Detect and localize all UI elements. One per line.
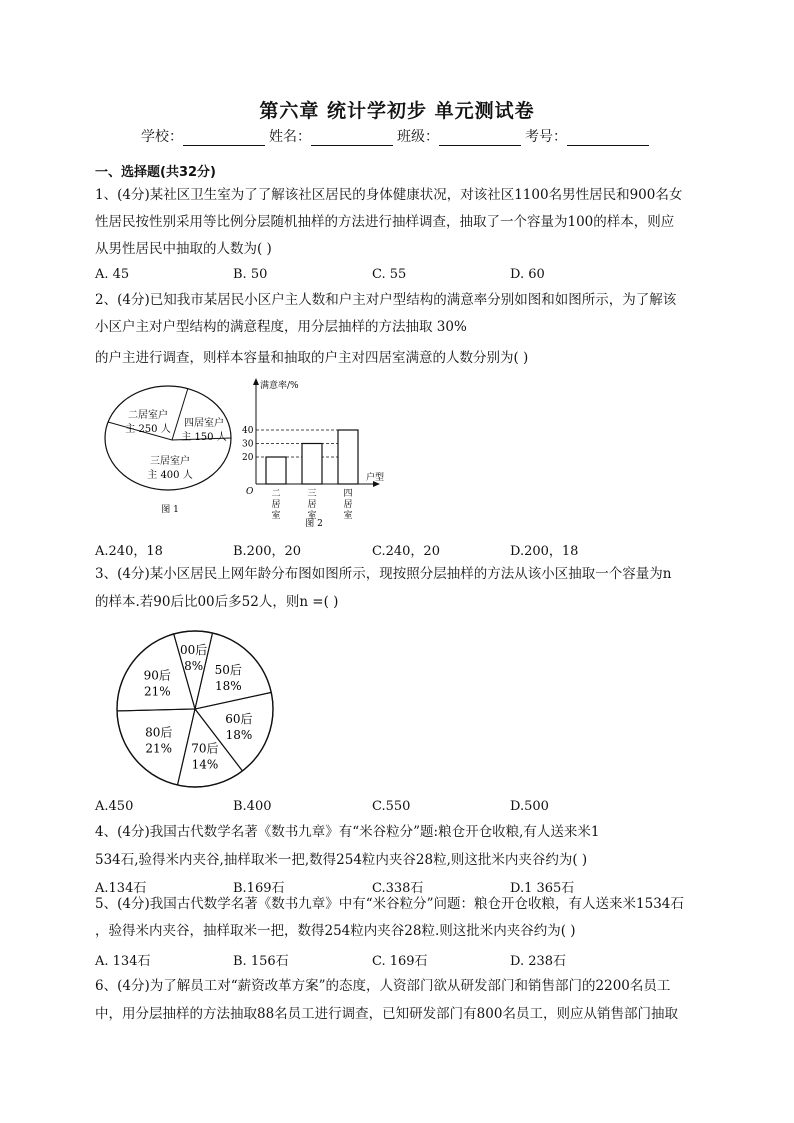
fig2-bar-label-1: 居 [271, 500, 281, 510]
q5-option-a[interactable]: A. 134石 [95, 954, 151, 969]
q5-option-b[interactable]: B. 156石 [233, 954, 289, 969]
question-4-line-2: 534石,验得米内夹谷,抽样取米一把,数得254粒内夹谷28粒,则这批米内夹谷约为( ) [95, 852, 588, 868]
pie3-slice-pct-5: 21% [145, 741, 173, 756]
fig2-caption: 图 2 [305, 519, 323, 529]
q4-option-a[interactable]: A.134石 [95, 881, 147, 896]
fig2-bar-label-1: 二 [271, 489, 281, 499]
figure-2-bar-chart [238, 376, 398, 534]
q3-option-d[interactable]: D.500 [510, 799, 549, 814]
question-2-line-2: 小区户主对户型结构的满意程度，用分层抽样的方法抽取 30% [95, 319, 467, 335]
q3-option-a[interactable]: A.450 [95, 799, 134, 814]
fig2-ytick-30: 30 [242, 439, 254, 450]
fig2-xlabel: 户型 [366, 473, 385, 483]
class-label: 班级： [397, 129, 439, 145]
name-label: 姓名： [269, 129, 311, 145]
fig2-bar-2 [302, 444, 322, 485]
pie3-slice-pct-4: 14% [191, 757, 219, 772]
question-1-line-3: 从男性居民中抽取的人数为( ) [95, 241, 272, 257]
q4-option-c[interactable]: C.338石 [372, 881, 424, 896]
name-field[interactable] [311, 131, 393, 146]
q1-option-d[interactable]: D. 60 [510, 267, 545, 282]
pie3-slice-pct-3: 18% [225, 728, 253, 743]
id-field[interactable] [567, 131, 649, 146]
fig2-bar-label-1: 室 [271, 511, 281, 521]
id-label: 考号： [525, 129, 567, 145]
pie3-slice-pct-2: 18% [214, 679, 242, 694]
school-label: 学校： [141, 129, 183, 145]
student-info-row [0, 126, 794, 146]
fig1-label-4br-a: 四居室户 [184, 418, 224, 429]
pie3-slice-name-1: 00后 [180, 642, 208, 657]
fig2-ylabel: 满意率/% [260, 381, 299, 391]
q2-option-d[interactable]: D.200，18 [510, 544, 579, 559]
pie3-slice-name-5: 80后 [145, 725, 173, 740]
q1-option-c[interactable]: C. 55 [372, 267, 407, 282]
q1-option-b[interactable]: B. 50 [233, 267, 268, 282]
q4-option-d[interactable]: D.1 365石 [510, 881, 575, 896]
question-6-line-1: 6、(4分)为了解员工对“薪资改革方案”的态度，人资部门欲从研发部门和销售部门的2200名员工 [95, 978, 671, 994]
q3-option-c[interactable]: C.550 [372, 799, 411, 814]
question-5-line-1: 5、(4分)我国古代数学名著《数书九章》中有“米谷粒分”问题：粮仓开仓收粮，有人送来米1534石 [95, 896, 684, 912]
fig2-ytick-20: 20 [242, 453, 254, 463]
fig1-caption: 图 1 [161, 505, 179, 515]
pie3-slice-pct-1: 8% [184, 658, 204, 673]
q2-option-c[interactable]: C.240，20 [372, 544, 440, 559]
question-1-line-1: 1、(4分)某社区卫生室为了了解该社区居民的身体健康状况，对该社区1100名男性居民和900名女 [95, 187, 683, 203]
q2-option-b[interactable]: B.200，20 [233, 544, 302, 559]
figure-3-age-pie [112, 626, 278, 792]
fig2-origin: O [246, 487, 254, 497]
q4-option-b[interactable]: B.169石 [233, 881, 285, 896]
question-6-line-2: 中，用分层抽样的方法抽取88名员工进行调查，已知研发部门有800名员工，则应从销售部门抽取 [95, 1006, 678, 1022]
pie3-slice-name-2: 50后 [214, 663, 242, 678]
question-3-line-1: 3、(4分)某小区居民上网年龄分布图如图所示，现按照分层抽样的方法从该小区抽取一个容量为n [95, 566, 672, 582]
pie3-slice-name-4: 70后 [191, 741, 219, 756]
page-title: 第六章 统计学初步 单元测试卷 [259, 100, 535, 122]
q5-option-c[interactable]: C. 169石 [372, 954, 428, 969]
q2-option-a[interactable]: A.240，18 [95, 544, 163, 559]
pie3-slice-name-3: 60后 [225, 712, 253, 727]
figure-1-pie [100, 380, 240, 520]
pie3-slice-name-6: 90后 [143, 668, 171, 683]
fig2-ytick-40: 40 [242, 426, 254, 436]
fig2-bar-label-3: 居 [343, 500, 353, 510]
q5-option-d[interactable]: D. 238石 [510, 954, 567, 969]
section-heading: 一、选择题(共32分) [95, 165, 216, 180]
q1-option-a[interactable]: A. 45 [95, 267, 130, 282]
fig2-bar-label-2: 居 [307, 500, 317, 510]
fig2-y-arrow [253, 378, 259, 385]
pie3-slice-pct-6: 21% [143, 684, 171, 699]
question-3-line-2: 的样本.若90后比00后多52人，则n =( ) [95, 594, 339, 610]
q3-option-b[interactable]: B.400 [233, 799, 272, 814]
fig1-label-2br-b: 主 250 人 [125, 424, 171, 435]
fig2-bar-label-2: 三 [307, 489, 317, 499]
fig2-bar-3 [338, 430, 358, 484]
fig1-label-2br-a: 二居室户 [128, 410, 168, 421]
fig1-label-3br-b: 主 400 人 [147, 470, 193, 481]
fig2-bar-label-3: 四 [343, 489, 353, 499]
fig1-label-4br-b: 主 150 人 [181, 432, 227, 443]
fig2-bar-label-2: 室 [307, 511, 317, 521]
question-4-line-1: 4、(4分)我国古代数学名著《数书九章》有“米谷粒分”题:粮仓开仓收粮,有人送来米1 [95, 824, 600, 840]
fig2-bar-1 [266, 457, 286, 484]
question-2-line-3: 的户主进行调查，则样本容量和抽取的户主对四居室满意的人数分别为( ) [95, 350, 529, 366]
fig1-label-3br-a: 三居室户 [150, 456, 190, 467]
school-field[interactable] [183, 131, 265, 146]
question-1-line-2: 性居民按性别采用等比例分层随机抽样的方法进行抽样调查，抽取了一个容量为100的样本，则应 [95, 214, 675, 230]
fig2-bar-label-3: 室 [343, 511, 353, 521]
question-2-line-1: 2、(4分)已知我市某居民小区户主人数和户主对户型结构的满意率分别如图和如图所示，为了解该 [95, 292, 677, 308]
question-5-line-2: ，验得米内夹谷，抽样取米一把，数得254粒内夹谷28粒.则这批米内夹谷约为( ) [95, 923, 576, 939]
class-field[interactable] [439, 131, 521, 146]
